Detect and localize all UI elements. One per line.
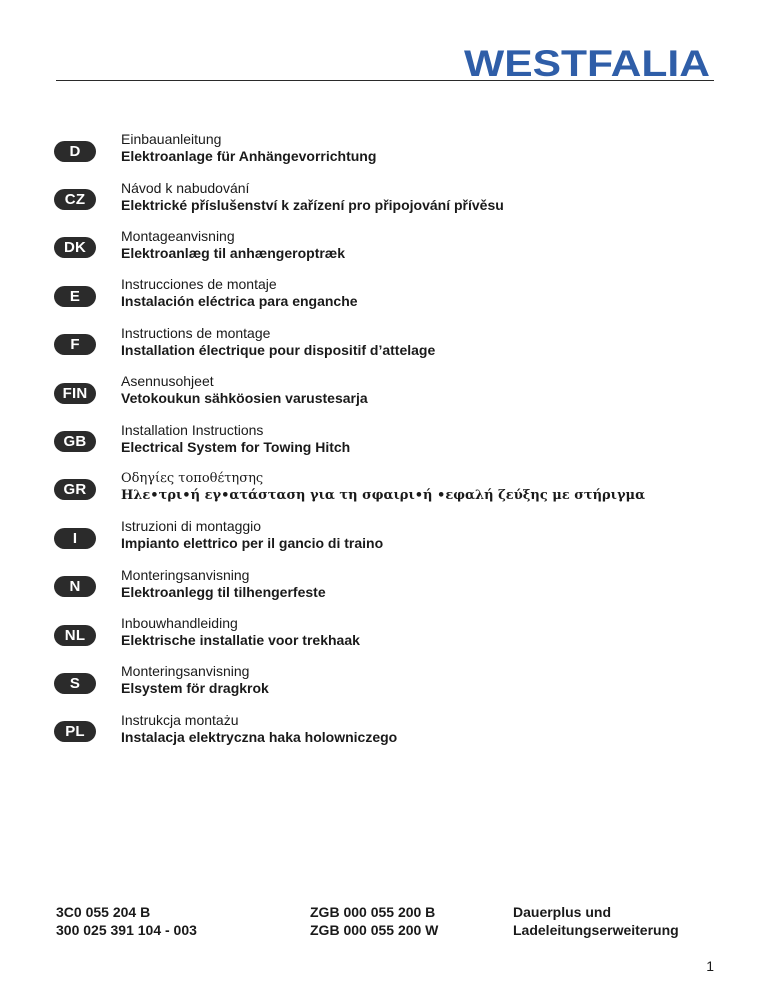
language-title: Inbouwhandleiding — [121, 615, 238, 632]
language-badge: NL — [54, 625, 96, 646]
language-title: Monteringsanvisning — [121, 566, 250, 583]
language-subtitle: Electrical System for Towing Hitch — [121, 438, 351, 455]
header-divider — [56, 80, 714, 81]
westfalia-logo — [460, 40, 714, 84]
language-row-gb — [54, 414, 734, 462]
language-title: Asennusohjeet — [121, 373, 214, 390]
language-subtitle: Elsystem för dragkrok — [121, 680, 269, 697]
language-row-d — [54, 124, 734, 172]
language-list — [54, 124, 734, 753]
language-title: Návod k nabudování — [121, 179, 250, 196]
language-subtitle: Impianto elettrico per il gancio di traino — [121, 535, 384, 552]
kit-description: Dauerplus und — [513, 904, 612, 920]
language-row-f — [54, 318, 734, 366]
language-badge: CZ — [54, 189, 96, 210]
language-title: Montageanvisning — [121, 227, 235, 244]
language-row-gr — [54, 463, 734, 511]
language-title: Instrukcja montażu — [121, 711, 239, 728]
kit-description: Ladeleitungserweiterung — [513, 922, 679, 938]
part-number: ZGB 000 055 200 W — [310, 922, 439, 938]
language-badge: DK — [54, 237, 96, 258]
language-title: Istruzioni di montaggio — [121, 518, 262, 535]
footer-column-description — [513, 903, 679, 939]
language-row-pl — [54, 705, 734, 753]
part-number: ZGB 000 055 200 B — [310, 904, 436, 920]
language-row-dk — [54, 221, 734, 269]
language-row-fin — [54, 366, 734, 414]
language-badge: PL — [54, 721, 96, 742]
language-badge: FIN — [54, 383, 96, 404]
language-row-e — [54, 269, 734, 317]
language-badge: S — [54, 673, 96, 694]
language-title: Monteringsanvisning — [121, 663, 250, 680]
language-title: Instrucciones de montaje — [121, 276, 277, 293]
language-row-nl — [54, 608, 734, 656]
language-title: Instructions de montage — [121, 324, 271, 341]
language-row-cz — [54, 172, 734, 220]
language-badge: E — [54, 286, 96, 307]
language-subtitle: Elektroanlæg til anhængeroptræk — [121, 244, 346, 261]
language-badge: GR — [54, 479, 96, 500]
language-title: Οδηγίες τοποθέτησης — [121, 470, 264, 486]
part-number: 300 025 391 104 - 003 — [56, 922, 197, 938]
language-row-s — [54, 656, 734, 704]
language-badge: F — [54, 334, 96, 355]
language-subtitle: Elektroanlage für Anhängevorrichtung — [121, 148, 377, 165]
language-subtitle: Elektrické příslušenství k zařízení pro připojování přívěsu — [121, 196, 504, 213]
language-subtitle: Ηλε•τρι•ή εγ•ατάσταση για τη σφαιρι•ή •εφαλή ζεύξης με στήριγμα — [121, 487, 646, 503]
part-number: 3C0 055 204 B — [56, 904, 151, 920]
logo-wordmark: WESTFALIA — [464, 43, 710, 84]
language-row-i — [54, 511, 734, 559]
language-subtitle: Vetokoukun sähköosien varustesarja — [121, 390, 368, 407]
language-subtitle: Elektroanlegg til tilhengerfeste — [121, 583, 326, 600]
language-badge: D — [54, 141, 96, 162]
language-badge: GB — [54, 431, 96, 452]
language-badge: N — [54, 576, 96, 597]
language-row-n — [54, 560, 734, 608]
language-title: Installation Instructions — [121, 421, 264, 438]
language-badge: I — [54, 528, 96, 549]
language-subtitle: Installation électrique pour dispositif d’attelage — [121, 341, 436, 358]
page-number: 1 — [706, 958, 714, 974]
footer-column-vw-numbers — [56, 903, 197, 939]
language-subtitle: Instalacja elektryczna haka holowniczego — [121, 728, 398, 745]
footer-column-zgb-numbers — [310, 903, 438, 939]
language-title: Einbauanleitung — [121, 131, 222, 148]
language-subtitle: Instalación eléctrica para enganche — [121, 293, 358, 310]
language-subtitle: Elektrische installatie voor trekhaak — [121, 632, 360, 649]
